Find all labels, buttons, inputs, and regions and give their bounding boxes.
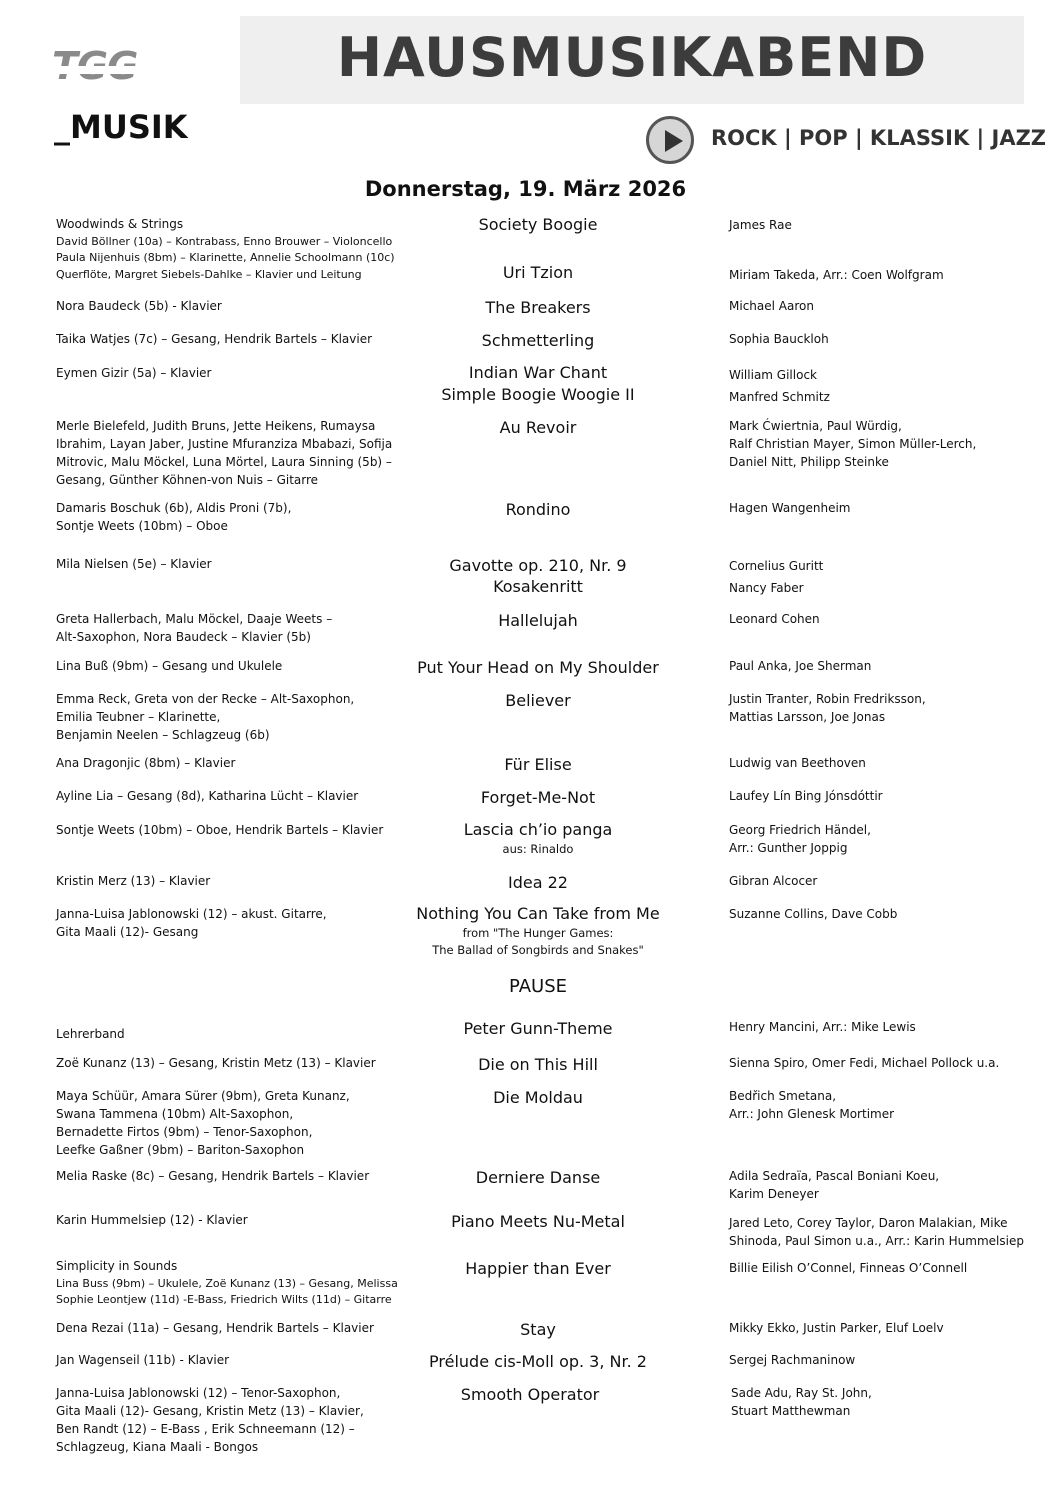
piece-title: Die on This Hill [478,1055,598,1074]
piece-title: Rondino [505,500,571,519]
composer: Justin Tranter, Robin Fredriksson, Mattias Larsson, Joe Jonas [729,692,926,724]
composer: Hagen Wangenheim [729,501,851,515]
performer-line: Lina Buss (9bm) – Ukulele, Zoë Kunanz (13) – Gesang, Melissa Sophie Leontjew (11d) -E-Bass, Friedrich Wilts (11d) – Gitarre [56,1276,398,1306]
performers [56,1258,416,1309]
piece-title: Idea 22 [508,873,568,892]
composer: Jared Leto, Corey Taylor, Daron Malakian, Mike Shinoda, Paul Simon u.a., Arr.: Karin Hummelsiep [729,1216,1024,1248]
composer: James Rae [729,218,792,232]
piece-title: Happier than Ever [465,1259,611,1278]
piece-title: Die Moldau [493,1088,583,1107]
group-name: Woodwinds & Strings [56,217,184,231]
composer: Cornelius Guritt Nancy Faber [729,559,824,595]
composer: Georg Friedrich Händel, Arr.: Gunther Joppig [729,823,871,855]
performers: Eymen Gizir (5a) – Klavier [56,366,212,380]
performers: Jan Wagenseil (11b) - Klavier [56,1353,230,1367]
page-title: HAUSMUSIKABEND [336,26,928,89]
performers: Lehrerband [56,1027,125,1041]
performers: Melia Raske (8c) – Gesang, Hendrik Bartels – Klavier [56,1169,370,1183]
performers: Damaris Boschuk (6b), Aldis Proni (7b), Sontje Weets (10bm) – Oboe [56,501,292,533]
piece-title [376,903,700,959]
composer: Gibran Alcocer [729,874,818,888]
performer-line: David Böllner (10a) – Kontrabass, Enno Brouwer – Violoncello [56,234,393,248]
performers: Sontje Weets (10bm) – Oboe, Hendrik Bartels – Klavier [56,823,384,837]
piece-title: Indian War Chant [468,363,608,382]
piece-title: Au Revoir [499,418,577,437]
piece-name: Lascia ch’io panga [463,820,613,839]
composer: Sienna Spiro, Omer Fedi, Michael Pollock u.a. [729,1056,1000,1070]
performers: Dena Rezai (11a) – Gesang, Hendrik Bartels – Klavier [56,1321,374,1335]
composer: Mark Ćwiertnia, Paul Würdig, Ralf Christian Mayer, Simon Müller-Lerch, Daniel Nitt, Philipp Steinke [729,419,977,469]
title-banner [240,16,1024,104]
piece-title: Schmetterling [481,331,595,350]
genre-list: ROCK | POP | KLASSIK | JAZZ [711,126,1047,150]
composer: Sade Adu, Ray St. John, Stuart Matthewman [731,1386,872,1418]
performers: Zoë Kunanz (13) – Gesang, Kristin Metz (13) – Klavier [56,1056,376,1070]
composer: Laufey Lín Bing Jónsdóttir [729,789,883,803]
school-logo [52,44,202,144]
pause-label: PAUSE [509,976,567,997]
piece-subtitle: from "The Hunger Games: The Ballad of Songbirds and Snakes" [432,926,644,957]
composer: Ludwig van Beethoven [729,756,866,770]
performers: Karin Hummelsiep (12) - Klavier [56,1213,248,1227]
piece-title: Hallelujah [498,611,578,630]
piece-title: Uri Tzion [502,263,574,282]
piece-title: Peter Gunn-Theme [463,1019,613,1038]
piece-title: Smooth Operator [460,1385,600,1404]
piece-title: Piano Meets Nu-Metal [451,1212,625,1231]
piece-title: Simple Boogie Woogie II [441,385,635,404]
performers: Nora Baudeck (5b) - Klavier [56,299,222,313]
piece-title: Derniere Danse [475,1168,601,1187]
logo-subtitle: _MUSIK [54,108,188,146]
composer: Mikky Ekko, Justin Parker, Eluf Loelv [729,1321,944,1335]
composer: Michael Aaron [729,299,814,313]
performer-line: Querflöte, Margret Siebels-Dahlke – Klavier und Leitung [56,267,362,281]
composer: William Gillock Manfred Schmitz [729,368,830,404]
performers: Greta Hallerbach, Malu Möckel, Daaje Weets – Alt-Saxophon, Nora Baudeck – Klavier (5b) [56,612,333,644]
piece-title: Believer [505,691,571,710]
piece-subtitle: aus: Rinaldo [502,842,574,856]
piece-title: Forget-Me-Not [480,788,596,807]
performer-line: Paula Nijenhuis (8bm) – Klarinette, Annelie Schoolmann (10c) [56,251,395,264]
performers: Janna-Luisa Jablonowski (12) – akust. Gitarre, Gita Maali (12)- Gesang [56,907,327,939]
piece-title: Kosakenritt [493,577,583,596]
performers: Ayline Lia – Gesang (8d), Katharina Lücht – Klavier [56,789,359,803]
performers: Emma Reck, Greta von der Recke – Alt-Saxophon, Emilia Teubner – Klarinette, Benjamin Neelen – Schlagzeug (6b) [56,692,355,742]
performers: Taika Watjes (7c) – Gesang, Hendrik Bartels – Klavier [56,332,373,346]
performers: Mila Nielsen (5e) – Klavier [56,557,212,571]
composer: Sergej Rachmaninow [729,1353,856,1367]
composer: Sophia Bauckloh [729,332,829,346]
logo-stripe [52,66,194,74]
piece-title: Gavotte op. 210, Nr. 9 [449,556,627,575]
piece-title: Prélude cis-Moll op. 3, Nr. 2 [429,1352,647,1371]
group-name: Simplicity in Sounds [56,1259,178,1273]
composer: Bedřich Smetana, Arr.: John Glenesk Mortimer [729,1089,895,1121]
piece-title: Society Boogie [478,215,598,234]
piece-title [376,819,700,858]
performers: Janna-Luisa Jablonowski (12) – Tenor-Saxophon, Gita Maali (12)- Gesang, Kristin Metz (13) – Klavier, Ben Randt (12) – E-Bass , Erik Schneemann (12) – Schlagzeug, Kiana Maali - Bongos [56,1386,364,1454]
performers: Maya Schüür, Amara Sürer (9bm), Greta Kunanz, Swana Tammena (10bm) Alt-Saxophon, Bernadette Firtos (9bm) – Tenor-Saxophon, Leefke Gaßner (9bm) – Bariton-Saxophon [56,1089,350,1157]
performers: Merle Bielefeld, Judith Bruns, Jette Heikens, Rumaysa Ibrahim, Layan Jaber, Justine Mfuranziza Mbabazi, Sofija Mitrovic, Malu Möckel, Luna Mörtel, Laura Sinning (5b) – Gesang, Günther Köhnen-von Nuis – Gitarre [56,419,393,487]
composer: Henry Mancini, Arr.: Mike Lewis [729,1020,916,1034]
piece-title: The Breakers [485,298,591,317]
composer: Miriam Takeda, Arr.: Coen Wolfgram [729,268,944,282]
composer: Billie Eilish O’Connel, Finneas O’Connell [729,1261,968,1275]
piece-title: Put Your Head on My Shoulder [417,658,659,677]
piece-title: Für Elise [504,755,572,774]
piece-title: Stay [520,1320,556,1339]
composer: Paul Anka, Joe Sherman [729,659,872,673]
play-icon [646,116,694,164]
composer: Suzanne Collins, Dave Cobb [729,907,898,921]
composer: Leonard Cohen [729,612,820,626]
performers: Ana Dragonjic (8bm) – Klavier [56,756,236,770]
performers: Lina Buß (9bm) – Gesang und Ukulele [56,659,283,673]
piece-name: Nothing You Can Take from Me [416,904,660,923]
performers: Kristin Merz (13) – Klavier [56,874,211,888]
event-date: Donnerstag, 19. März 2026 [364,177,687,201]
performers [56,216,416,283]
composer: Adila Sedraïa, Pascal Boniani Koeu, Karim Deneyer [729,1169,940,1201]
